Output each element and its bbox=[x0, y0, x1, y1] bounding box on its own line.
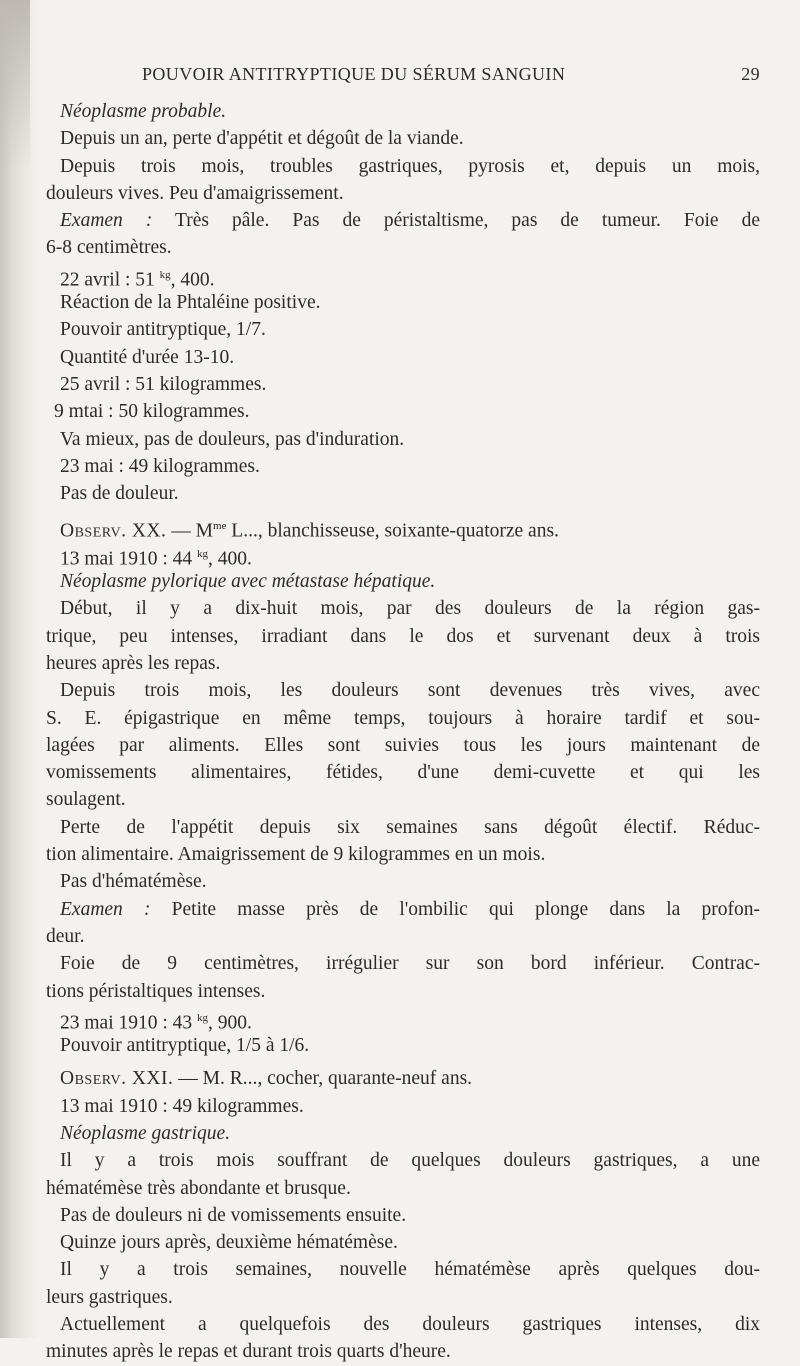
observation-label: Observ. XX. bbox=[60, 520, 167, 542]
text-line: 13 mai 1910 : 49 kilogrammes. bbox=[60, 1095, 304, 1117]
text-line: douleurs vives. Peu d'amaigrissement. bbox=[46, 182, 344, 204]
text-line: 25 avril : 51 kilogrammes. bbox=[60, 373, 267, 395]
text-line: 6-8 centimètres. bbox=[46, 237, 172, 259]
unit-superscript: kg bbox=[197, 1011, 209, 1024]
text-line: 9 mtai : 50 kilogrammes. bbox=[54, 401, 250, 423]
book-page bbox=[46, 64, 760, 1366]
text-line: vomissements alimentaires, fétides, d'une demi-cuvette et qui les bbox=[46, 762, 760, 784]
text-line: Pouvoir antitryptique, 1/7. bbox=[60, 319, 266, 341]
text-line bbox=[46, 207, 760, 234]
examen-text: Très pâle. Pas de péristaltisme, pas de tumeur. Foie de bbox=[152, 210, 760, 232]
observation-heading bbox=[46, 513, 760, 540]
weight-grams: , 400. bbox=[208, 548, 252, 570]
text-line: leurs gastriques. bbox=[46, 1286, 173, 1308]
text-line: hématémèse très abondante et brusque. bbox=[46, 1177, 351, 1199]
weight-date: 23 mai 1910 : 43 bbox=[60, 1012, 198, 1034]
text-line: Quinze jours après, deuxième hématémèse. bbox=[60, 1232, 398, 1254]
weight-line bbox=[46, 541, 760, 568]
text-line: Depuis trois mois, les douleurs sont devenues très vives, avec bbox=[60, 680, 760, 702]
text-line bbox=[46, 896, 760, 923]
examen-label: Examen : bbox=[60, 898, 151, 920]
text-line: Depuis un an, perte d'appétit et dégoût de la viande. bbox=[60, 128, 464, 150]
text-line: Actuellement a quelquefois des douleurs gastriques intenses, dix bbox=[60, 1314, 760, 1336]
text-line: 23 mai : 49 kilogrammes. bbox=[60, 455, 260, 477]
examen-label: Examen : bbox=[60, 210, 153, 232]
weight-line bbox=[46, 1005, 760, 1032]
observation-text: — M bbox=[166, 520, 213, 542]
page-number: 29 bbox=[741, 64, 760, 84]
text-line: Il y a trois semaines, nouvelle hématémèse après quelques dou- bbox=[60, 1259, 760, 1281]
observation-heading bbox=[46, 1065, 760, 1092]
scan-corner-shadow bbox=[0, 0, 30, 170]
page-body bbox=[46, 98, 760, 1366]
examen-text: Petite masse près de l'ombilic qui plonge dans la profon- bbox=[150, 898, 760, 920]
text-line: Pouvoir antitryptique, 1/5 à 1/6. bbox=[60, 1035, 310, 1057]
observation-text: — M. R..., cocher, quarante-neuf ans. bbox=[173, 1068, 473, 1090]
text-line: Foie de 9 centimètres, irrégulier sur son bord inférieur. Contrac- bbox=[60, 953, 760, 975]
unit-superscript: kg bbox=[197, 547, 209, 560]
text-line: S. E. épigastrique en même temps, toujours à horaire tardif et sou- bbox=[46, 707, 760, 729]
weight-date: 13 mai 1910 : 44 bbox=[60, 548, 198, 570]
title-superscript: me bbox=[212, 520, 227, 533]
text-line: Pas de douleur. bbox=[60, 483, 179, 505]
weight-line bbox=[46, 262, 760, 289]
text-line: tions péristaltiques intenses. bbox=[46, 980, 266, 1002]
text-line: trique, peu intenses, irradiant dans le dos et survenant deux à trois bbox=[46, 625, 760, 647]
weight-date: 22 avril : 51 bbox=[60, 269, 160, 291]
text-line: tion alimentaire. Amaigrissement de 9 kilogrammes en un mois. bbox=[46, 844, 546, 866]
text-line: deur. bbox=[46, 925, 85, 947]
diagnosis-line: Néoplasme probable. bbox=[60, 101, 227, 122]
text-line: Va mieux, pas de douleurs, pas d'induration. bbox=[60, 428, 405, 450]
text-line: soulagent. bbox=[46, 789, 126, 811]
text-line: Depuis trois mois, troubles gastriques, pyrosis et, depuis un mois, bbox=[60, 155, 760, 177]
text-line: Réaction de la Phtaléine positive. bbox=[60, 292, 321, 314]
unit-superscript: kg bbox=[159, 268, 171, 281]
weight-grams: , 400. bbox=[170, 269, 215, 291]
weight-grams: , 900. bbox=[208, 1012, 252, 1034]
page-header bbox=[142, 64, 760, 94]
observation-label: Observ. XXI. bbox=[60, 1068, 174, 1090]
text-line: minutes après le repas et durant trois quarts d'heure. bbox=[46, 1341, 451, 1363]
text-line: Il y a trois mois souffrant de quelques douleurs gastriques, a une bbox=[60, 1150, 760, 1172]
text-line: Pas de douleurs ni de vomissements ensuite. bbox=[60, 1204, 407, 1226]
text-line: Quantité d'urée 13-10. bbox=[60, 346, 235, 368]
running-title: POUVOIR ANTITRYPTIQUE DU SÉRUM SANGUIN bbox=[142, 64, 566, 84]
text-line: Pas d'hématémèse. bbox=[60, 871, 207, 893]
text-line: Perte de l'appétit depuis six semaines sans dégoût électif. Réduc- bbox=[60, 816, 760, 838]
scan-gutter-shadow bbox=[0, 0, 40, 1338]
diagnosis-line: Néoplasme gastrique. bbox=[60, 1122, 231, 1144]
text-line: Début, il y a dix-huit mois, par des douleurs de la région gas- bbox=[60, 598, 760, 620]
observation-text: L..., blanchisseuse, soixante-quatorze ans. bbox=[226, 520, 559, 542]
text-line: heures après les repas. bbox=[46, 652, 221, 674]
diagnosis-line: Néoplasme pylorique avec métastase hépatique. bbox=[60, 571, 436, 593]
text-line: lagées par aliments. Elles sont suivies tous les jours maintenant de bbox=[46, 734, 760, 756]
